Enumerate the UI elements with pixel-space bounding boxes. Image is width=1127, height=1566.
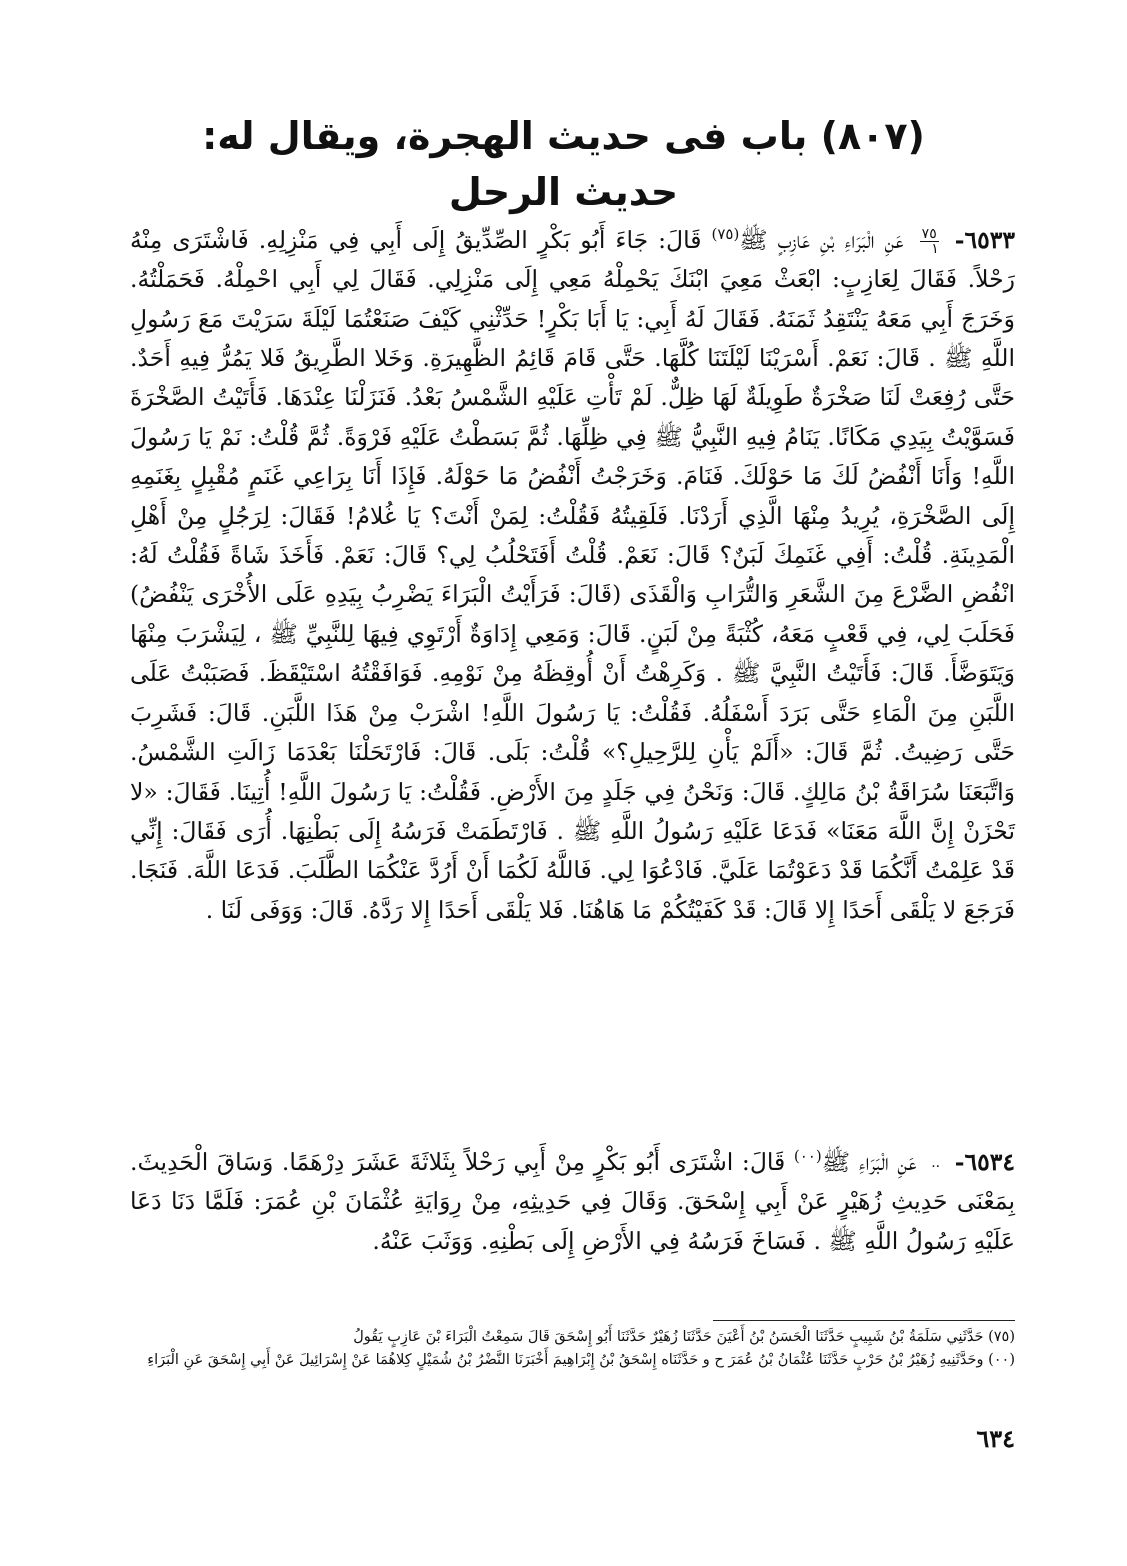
footnotes bbox=[120, 1326, 1015, 1372]
chain-marker bbox=[931, 1156, 940, 1170]
hadith-6534 bbox=[130, 1137, 1015, 1261]
chain-fraction bbox=[920, 227, 939, 256]
hadith-6533 bbox=[130, 215, 1015, 930]
footnote-75: (٧٥) حَدَّثَنِي سَلَمَةُ بْنُ شَبِيبٍ حَدَّثَنَا الْحَسَنُ بْنُ أَعْيَنَ حَدَّثَنَا زُهَيْرٌ حَدَّثَنَا أَبُو إِسْحَقَ قَالَ سَمِعْتُ الْبَرَاءَ بْنَ عَازِبٍ يَقُولُ bbox=[353, 1329, 1015, 1345]
fraction-top: ٧٥ bbox=[921, 225, 937, 242]
hadith-text: قَالَ: اشْتَرَى أَبُو بَكْرٍ مِنْ أَبِي رَحْلاً بِثَلاثَةَ عَشَرَ دِرْهَمًا. وَسَاقَ الْحَدِيثَ. بِمَعْنَى حَدِيثِ زُهَيْرٍ عَنْ أَبِي إِسْحَقَ. وَقَالَ فِي حَدِيثِهِ، مِنْ رِوَايَةِ عُثْمَانَ بْنِ عُمَرَ: فَلَمَّا دَنَا دَعَا عَلَيْهِ رَسُولُ اللَّهِ ﷺ . فَسَاخَ فَرَسُهُ فِي الأَرْضِ إِلَى بَطْنِهِ. وَوَثَبَ عَنْهُ. bbox=[130, 1147, 1015, 1255]
hadith-narrator: عَنِ الْبَرَاءِ بْنِ عَازِبٍ ﷺ bbox=[739, 225, 904, 254]
footnote-divider bbox=[713, 1320, 1015, 1321]
footnote-ref: (٧٥) bbox=[711, 225, 740, 243]
fraction-bottom: ١ bbox=[931, 240, 939, 257]
footnote-00: (٠٠) وحَدَّثَنِيهِ زُهَيْرُ بْنُ حَرْبٍ حَدَّثَنَا عُثْمَانُ بْنُ عُمَرَ ح و حَدَّثَنَاه إِسْحَقُ بْنُ إِبْرَاهِيمَ أَخْبَرَنَا النَّضْرُ بْنُ شُمَيْلٍ كِلاهُمَا عَنْ إِسْرَائِيلَ عَنْ أَبِي إِسْحَقَ عَنِ الْبَرَاءِ bbox=[147, 1352, 1015, 1368]
hadith-number: ٦٥٣٤- bbox=[954, 1147, 1015, 1176]
footnote-ref: (٠٠) bbox=[793, 1147, 822, 1165]
hadith-narrator: عَنِ الْبَرَاءِ ﷺ bbox=[821, 1147, 917, 1176]
chapter-title: (٨٠٧) باب فى حديث الهجرة، ويقال له: حديث الرحل bbox=[202, 114, 925, 214]
hadith-text: قَالَ: جَاءَ أَبُو بَكْرٍ الصِّدِّيقُ إِلَى أَبِي فِي مَنْزِلِهِ. فَاشْتَرَى مِنْهُ رَحْلاً. فَقَالَ لِعَازِبٍ: ابْعَثْ مَعِيَ ابْنَكَ يَحْمِلْهُ مَعِي إِلَى مَنْزِلِي. فَقَالَ لِي أَبِي احْمِلْهُ. فَحَمَلْتُهُ. وَخَرَجَ أَبِي مَعَهُ يَنْتَقِدُ ثَمَنَهُ. فَقَالَ لَهُ أَبِي: يَا أَبَا بَكْرٍ! حَدِّثْنِي كَيْفَ صَنَعْتُمَا لَيْلَةَ سَرَيْتَ مَعَ رَسُولِ اللَّهِ ﷺ . قَالَ: نَعَمْ. أَسْرَيْنَا لَيْلَتَنَا كُلَّهَا. حَتَّى قَامَ قَائِمُ الظَّهِيرَةِ. وَخَلا الطَّرِيقُ فَلا يَمُرُّ فِيهِ أَحَدٌ. حَتَّى رُفِعَتْ لَنَا صَخْرَةٌ طَوِيلَةٌ لَهَا ظِلٌّ. لَمْ تَأْتِ عَلَيْهِ الشَّمْسُ بَعْدُ. فَنَزَلْنَا عِنْدَهَا. فَأَتَيْتُ الصَّخْرَةَ فَسَوَّيْتُ بِيَدِي مَكَانًا. يَنَامُ فِيهِ النَّبِيُّ ﷺ فِي ظِلِّهَا. ثُمَّ بَسَطْتُ عَلَيْهِ فَرْوَةً. ثُمَّ قُلْتُ: نَمْ يَا رَسُولَ اللَّهِ! وَأَنَا أَنْفُضُ لَكَ مَا حَوْلَكَ. فَنَامَ. وَخَرَجْتُ أَنْفُضُ مَا حَوْلَهُ. فَإِذَا أَنَا بِرَاعِي غَنَمٍ مُقْبِلٍ بِغَنَمِهِ إِلَى الصَّخْرَةِ، يُرِيدُ مِنْهَا الَّذِي أَرَدْنَا. فَلَقِيتُهُ فَقُلْتُ: لِمَنْ أَنْتَ؟ يَا غُلامُ! فَقَالَ: لِرَجُلٍ مِنْ أَهْلِ الْمَدِينَةِ. قُلْتُ: أَفِي غَنَمِكَ لَبَنٌ؟ قَالَ: نَعَمْ. قُلْتُ أَفَتَحْلُبُ لِي؟ قَالَ: نَعَمْ. فَأَخَذَ شَاةً فَقُلْتُ لَهُ: انْفُضِ الضَّرْعَ مِنَ الشَّعَرِ وَالتُّرَابِ وَالْقَذَى (قَالَ: فَرَأَيْتُ الْبَرَاءَ يَضْرِبُ بِيَدِهِ عَلَى الأُخْرَى يَنْفُضُ) فَحَلَبَ لِي، فِي قَعْبٍ مَعَهُ، كُثْبَةً مِنْ لَبَنٍ. قَالَ: وَمَعِي إِدَاوَةٌ أَرْتَوِي فِيهَا لِلنَّبِيِّ ﷺ ، لِيَشْرَبَ مِنْهَا وَيَتَوَضَّأَ. قَالَ: فَأَتَيْتُ النَّبِيَّ ﷺ . وَكَرِهْتُ أَنْ أُوقِظَهُ مِنْ نَوْمِهِ. فَوَافَقْتُهُ اسْتَيْقَظَ. فَصَبَبْتُ عَلَى اللَّبَنِ مِنَ الْمَاءِ حَتَّى بَرَدَ أَسْفَلُهُ. فَقُلْتُ: يَا رَسُولَ اللَّهِ! اشْرَبْ مِنْ هَذَا اللَّبَنِ. قَالَ: فَشَرِبَ حَتَّى رَضِيتُ. ثُمَّ قَالَ: «أَلَمْ يَأْنِ لِلرَّحِيلِ؟» قُلْتُ: بَلَى. قَالَ: فَارْتَحَلْنَا بَعْدَمَا زَالَتِ الشَّمْسُ. وَاتَّبَعَنَا سُرَاقَةُ بْنُ مَالِكٍ. قَالَ: وَنَحْنُ فِي جَلَدٍ مِنَ الأَرْضِ. فَقُلْتُ: يَا رَسُولَ اللَّهِ! أُتِينَا. فَقَالَ: «لا تَحْزَنْ إِنَّ اللَّهَ مَعَنَا» فَدَعَا عَلَيْهِ رَسُولُ اللَّهِ ﷺ . فَارْتَطَمَتْ فَرَسُهُ إِلَى بَطْنِهَا. أُرَى فَقَالَ: إِنِّي قَدْ عَلِمْتُ أَنَّكُمَا قَدْ دَعَوْتُمَا عَلَيَّ. فَادْعُوَا لِي. فَاللَّهُ لَكُمَا أَنْ أَرُدَّ عَنْكُمَا الطَّلَبَ. فَدَعَا اللَّهَ. فَنَجَا. فَرَجَعَ لا يَلْقَى أَحَدًا إِلا قَالَ: قَدْ كَفَيْتُكُمْ مَا هَاهُنَا. فَلا يَلْقَى أَحَدًا إِلا رَدَّهُ. قَالَ: وَوَفَى لَنَا . bbox=[130, 225, 1015, 924]
marker-dots: .. bbox=[931, 1155, 941, 1172]
page-number: ٦٣٤ bbox=[976, 1424, 1015, 1453]
hadith-number: ٦٥٣٣- bbox=[954, 225, 1015, 254]
